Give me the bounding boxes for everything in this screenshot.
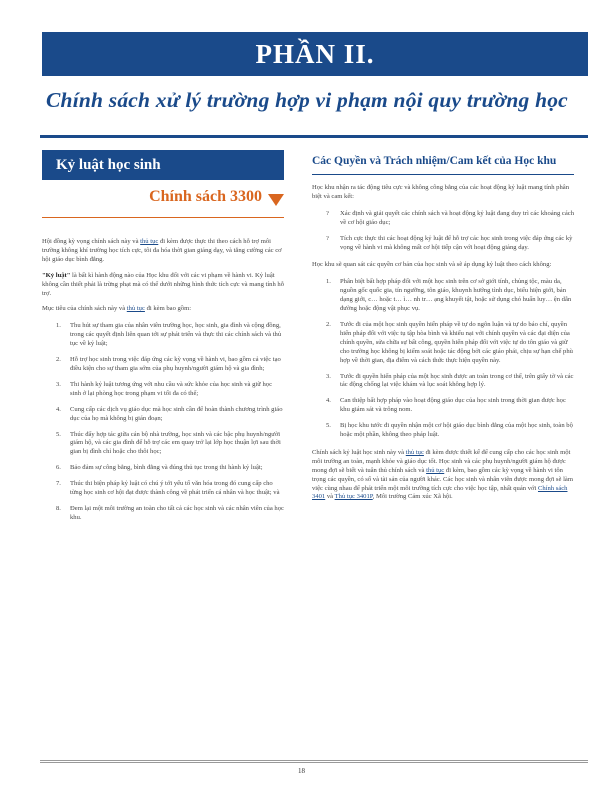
bullet-marker: ? <box>326 234 329 242</box>
right-column <box>312 150 574 502</box>
policy-3401-link[interactable]: Chính sách 3401 <box>312 484 568 501</box>
bullet-item <box>312 210 574 228</box>
left-column <box>42 150 284 530</box>
closing-text-a: Chính sách kỷ luật học sinh này và <box>312 448 405 456</box>
list-item <box>312 278 574 314</box>
footer-divider <box>40 762 588 763</box>
item-text: Phân biệt bất hợp pháp đối với một học sinh trên cơ sở giới tính, chủng tộc, màu da, nguồn gốc quốc gia, tín ngưỡng, tôn giáo, khuynh hướng tình dục, biểu hiện giới, bản dạng giới, c… hoặc t… ì… nh tr… ạng khuyết tật, hoặc sử dụng chó huấn luy… ện dẫn đường hoặc động vật phục vụ. <box>340 278 572 313</box>
procedure-link[interactable]: thủ tục <box>140 238 159 245</box>
procedure-link[interactable]: thủ tục <box>126 305 145 313</box>
list-item <box>42 381 284 399</box>
definition-paragraph <box>42 272 284 299</box>
policy-number: Chính sách 3300 <box>149 188 262 205</box>
list-item <box>42 356 284 374</box>
list-item <box>42 480 284 498</box>
page-number: 18 <box>298 767 305 775</box>
bullet-text: Xác định và giải quyết các chính sách và hoạt động kỷ luật đang duy trì các khoảng cách về cơ hội giáo dục; <box>340 209 574 226</box>
policy-label-row <box>42 186 284 216</box>
item-number: 6. <box>56 464 61 472</box>
item-text: Thi hành kỷ luật tương ứng với nhu cầu và sức khỏe của học sinh và giữ học sinh ở lại phòng học trong phạm vi tối đa có thể; <box>70 380 273 397</box>
intro-paragraph <box>42 238 284 265</box>
list-item <box>42 322 284 349</box>
list-item <box>312 321 574 366</box>
part-banner: PHẦN II. <box>42 32 588 76</box>
item-text: Cung cấp các dịch vụ giáo dục mà học sinh cần để hoàn thành chương trình giáo dục của họ mà không bị gián đoạn; <box>70 405 283 422</box>
item-text: Hỗ trợ học sinh trong việc đáp ứng các kỳ vọng về hành vi, bao gồm cả việc tạo điều kiện cho sự tham gia sớm của phụ huynh/người giám hộ và gia đình; <box>70 356 281 372</box>
item-text: Thu hút sự tham gia của nhân viên trường học, học sinh, gia đình và cộng đồng, trong các quyết định liên quan tới sự phát triển và thực thi các chính sách và thủ tục về kỷ luật; <box>70 322 282 348</box>
definition-term: "Kỷ luật" <box>42 271 71 279</box>
item-number: 5. <box>326 422 331 430</box>
triangle-down-icon <box>268 194 284 206</box>
item-number: 2. <box>56 356 61 364</box>
item-number: 7. <box>56 480 61 488</box>
title-divider <box>40 135 588 138</box>
goals-text-b: đi kèm bao gồm: <box>146 305 192 313</box>
item-number: 3. <box>326 372 331 380</box>
section-heading-discipline: Kỷ luật học sinh <box>42 150 284 180</box>
intro-text-a: Hội đồng kỳ vọng chính sách này và <box>42 238 139 245</box>
item-text: Bảo đảm sự công bằng, bình đẳng và đúng thủ tục trong thi hành kỷ luật; <box>70 464 263 472</box>
policy-underline <box>42 217 284 218</box>
closing-text-e: , Môi trường Cảm xúc Xã hội. <box>372 493 453 501</box>
goals-intro <box>42 305 284 314</box>
rights-paragraph: Học khu sẽ quan sát các quyền cơ bản của học sinh và sẽ áp dụng kỷ luật theo cách không: <box>312 261 552 269</box>
item-text: Tước đi quyền hiến pháp của một học sinh được an toàn trong cơ thể, trên giấy tờ và các tác động chống lại việc khám và lục soát không hợp lý. <box>340 372 574 389</box>
list-item <box>42 464 284 473</box>
item-number: 5. <box>56 430 61 438</box>
item-number: 1. <box>326 278 331 286</box>
item-number: 2. <box>326 320 331 328</box>
procedure-link[interactable]: thủ tục <box>426 466 445 474</box>
goals-list <box>42 322 284 522</box>
closing-text-b: đi kèm được thiết kế để cung cấp cho các học sinh một môi trường an toàn, mạnh khỏe và giáo dục tốt. Học sinh và các phụ huynh/người giám hộ được mong đợi sẽ biết và tuân thủ chính sách và <box>312 448 571 474</box>
closing-text-c: đi kèm, bao gồm các kỳ vọng về hành vi tôn trọng các quyền, có số và tài sản của người khác. Các học sinh và nhân viên được mong đợi sẽ làm việc cùng nhau để phát triển một môi trường tích cực cho việc học tập, nhất quán với <box>312 466 573 492</box>
list-item <box>42 431 284 458</box>
procedure-link[interactable]: thủ tục <box>405 448 424 456</box>
goals-text-a: Mục tiêu của chính sách này và <box>42 305 126 313</box>
item-number: 4. <box>326 397 331 405</box>
list-item <box>312 422 574 440</box>
bullet-text: Tích cực thực thi các hoạt động kỷ luật để hỗ trợ các học sinh trong việc đáp ứng các kỳ vọng về hành vi mà không mất cơ hội tiếp cận với hoạt động giảng dạy. <box>340 234 573 251</box>
list-item <box>312 397 574 415</box>
footer-divider <box>40 760 588 761</box>
item-text: Thúc thi biện pháp kỷ luật có chú ý tới yếu tố văn hóa trong đó cung cấp cho từng học sinh cơ hội đạt được thành công về phát triển cá nhân và học thuật; và <box>70 480 280 497</box>
item-number: 4. <box>56 405 61 413</box>
intro-text-b: đi kèm được thực thi theo cách hỗ trợ môi trường không khí trường học tích cực, tôi đa hóa thời gian giảng dạy, và tăng cường các cơ hội giáo dục bình đẳng. <box>42 238 282 263</box>
bullet-item <box>312 235 574 253</box>
definition-text: là bất kì hành động nào của Học khu đối với các vi phạm về hành vi. Kỷ luật không cần thiết phải là trừng phạt mà có thể dưới những hình thức tích cực và mang tính hỗ trợ. <box>42 271 285 297</box>
item-text: Can thiệp bất hợp pháp vào hoạt động giáo dục của học sinh trong thời gian được học khu giám sát và trông nom. <box>340 397 566 414</box>
item-text: Đem lại một môi trường an toàn cho tất cả các học sinh và các nhân viên của học khu. <box>70 504 284 521</box>
item-text: Tước đi của một học sinh quyền hiến pháp về tự do ngôn luận và tự do báo chí, quyền hiến pháp đối với việc tụ tập hòa bình và khiếu nại với chính quyền và các đại diện của chính quyền, sửa chữa sự bất công, quyền hiến pháp đối với việc tự do tôn giáo và giữ cho trường học không bị kiểm soát hoặc tác động bởi các giáo phái, chịu sự hạn chế phù hợp về thời gian, địa điểm và cách thức thực hiện quyền này. <box>340 320 573 364</box>
document-title: Chính sách xử lý trường hợp vi phạm nội quy trường học <box>46 88 568 112</box>
procedure-3401p-link[interactable]: Thủ tục 3401P <box>334 493 373 501</box>
closing-paragraph <box>312 449 574 502</box>
item-text: Thúc đẩy hợp tác giữa cán bộ nhà trường, học sinh và các bậc phụ huynh/người giám hộ, và các gia đình để hỗ trợ các em quay trở lại lớp học thuận lợi sau thời gian bị đình chỉ hoặc cho thôi học; <box>70 430 281 456</box>
section-heading-rights: Các Quyền và Trách nhiệm/Cam kết của Học khu <box>312 150 574 175</box>
bullet-marker: ? <box>326 209 329 217</box>
list-item <box>42 505 284 523</box>
list-item <box>312 373 574 391</box>
item-number: 3. <box>56 380 61 388</box>
list-item <box>42 406 284 424</box>
item-text: Bị học khu tước đi quyền nhận một cơ hội giáo dục bình đẳng của một học sinh, toàn bộ hoặc một phần, không theo pháp luật. <box>340 422 573 439</box>
item-number: 8. <box>56 504 61 512</box>
closing-text-d: và <box>326 493 334 501</box>
item-number: 1. <box>56 322 61 330</box>
rights-intro: Học khu nhận ra tác động tiêu cực và không công bằng của các hoạt động kỷ luật mang tính phân biệt và cam kết: <box>312 184 569 200</box>
